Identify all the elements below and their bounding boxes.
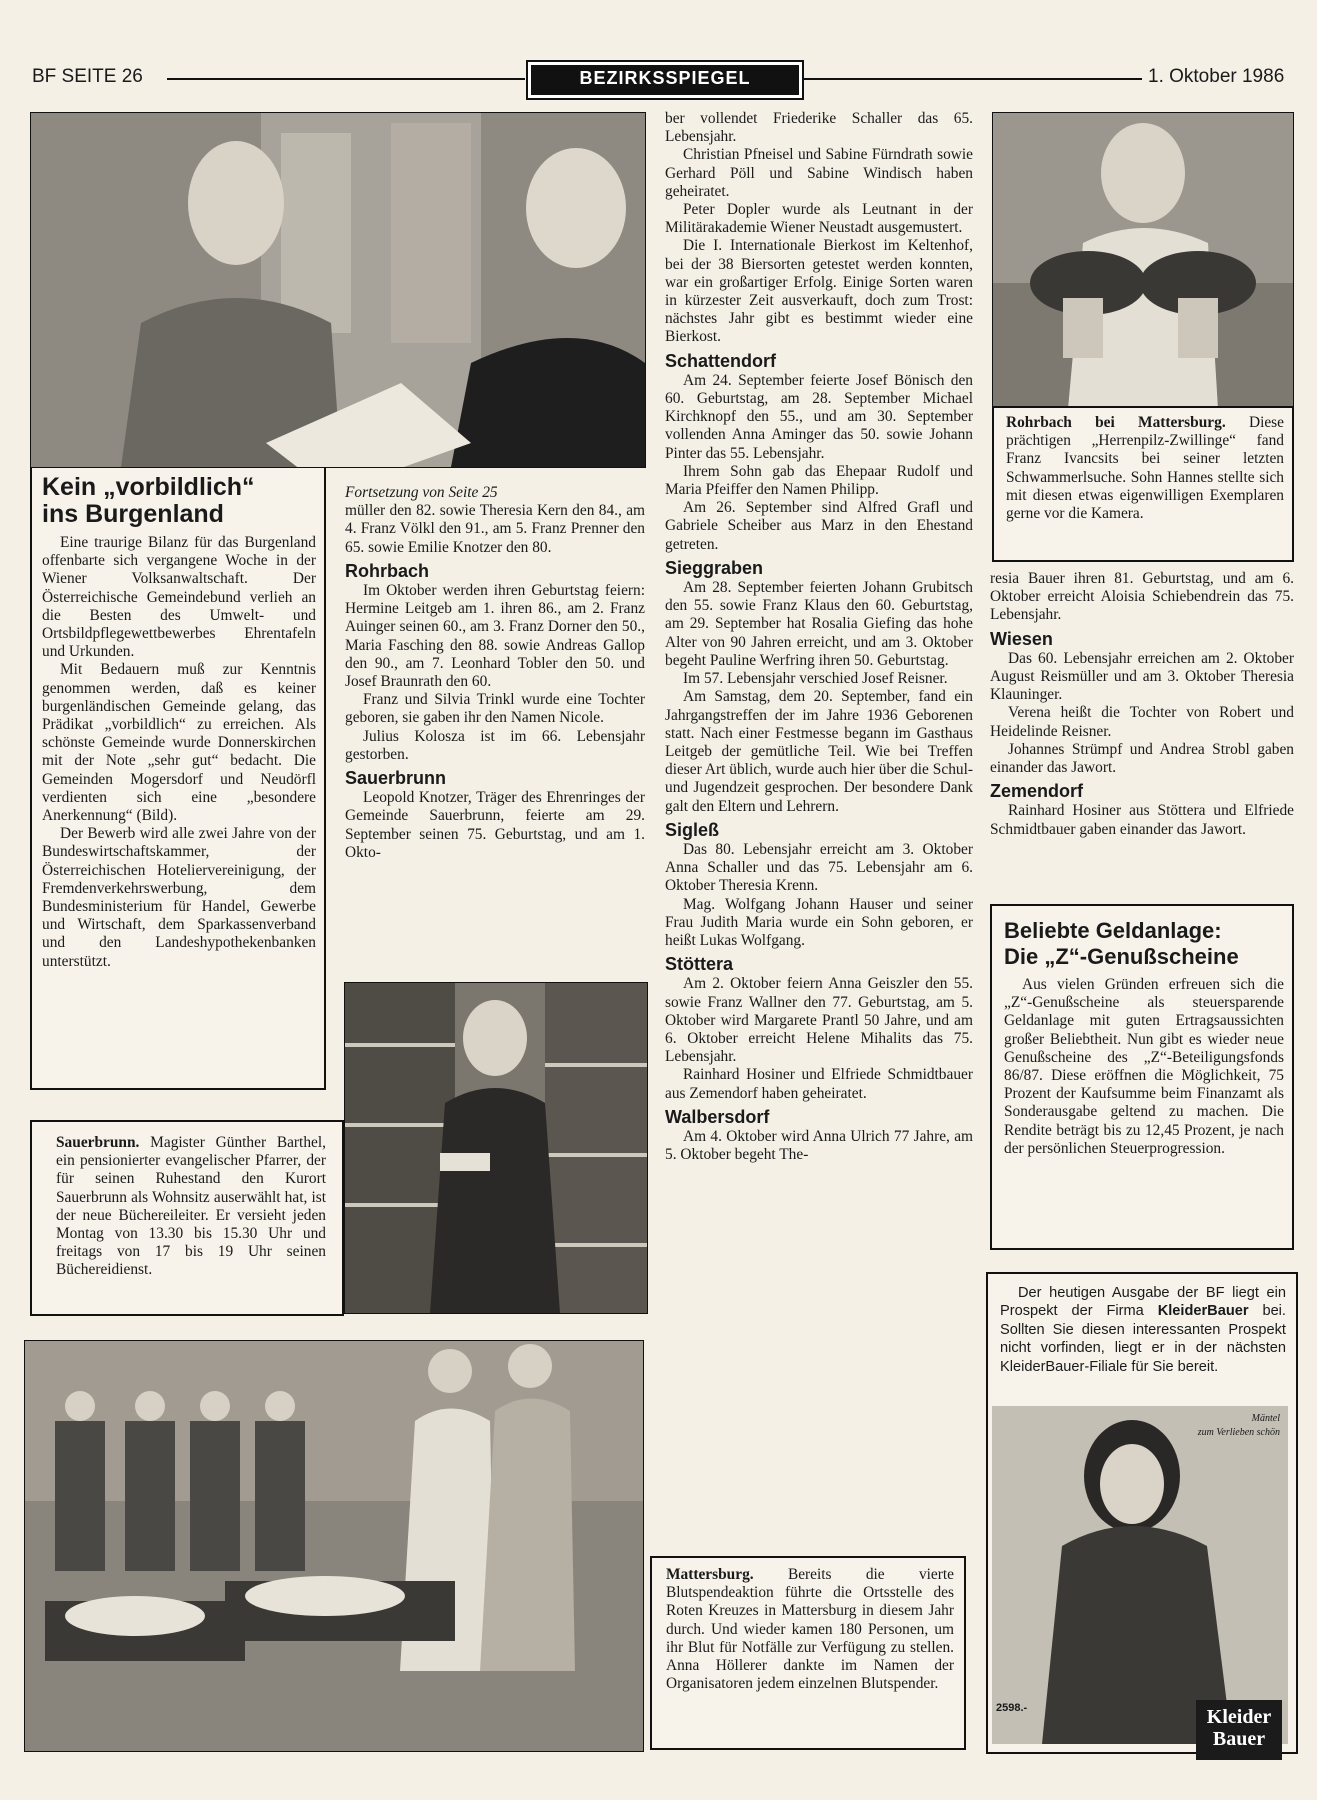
header-rule-right xyxy=(802,78,1142,80)
mattersburg-caption-box xyxy=(650,1556,966,1750)
col3-paragraph: Peter Dopler wurde als Leutnant in der Militärakademie Wiener Neustadt ausgemustert. xyxy=(665,201,973,237)
ad-illustration xyxy=(992,1406,1288,1744)
column-2 xyxy=(345,484,645,862)
header-rule-left xyxy=(167,78,525,80)
sigless-paragraph: Das 80. Lebensjahr erreicht am 3. Oktober Anna Schaller und das 75. Lebensjahr am 6. Oktober Theresia Krenn. xyxy=(665,840,973,895)
sieggraben-paragraph: Im 57. Lebensjahr verschied Josef Reisner. xyxy=(683,670,948,688)
col2-intro: müller den 82. sowie Theresia Kern den 84., am 4. Franz Völkl den 91., am 5. Franz Prenner den 65. sowie Emilie Knotzer den 80. xyxy=(345,502,645,556)
heading-rohrbach: Rohrbach xyxy=(345,560,430,581)
caption-text: Magister Günther Barthel, ein pensionierter evangelischer Pfarrer, der für seinen Ruhestand den Kurort Sauerbrunn als Wohnsitz auserwählt hat, ist der neue Büchereileiter. Er versieht jeden Montag von 13.30 bis 15.30 Uhr und freitags von 17 bis 19 Uhr seinen Büchereidienst. xyxy=(56,1134,326,1279)
caption-lead: Mattersburg. xyxy=(666,1566,754,1583)
geldanlage-box xyxy=(990,904,1294,1250)
logo-line-2: Bauer xyxy=(1212,1728,1266,1750)
page-number: BF SEITE 26 xyxy=(32,66,143,87)
prospekt-brand: KleiderBauer xyxy=(1157,1303,1249,1320)
rohrbach-paragraph: Im Oktober werden ihren Geburtstag feiern: Hermine Leitgeb am 1. ihren 86., am 2. Franz Auinger seinen 60., am 3. Franz Dorner den 50., Maria Fasching den 88. sowie Andreas Gallop den 90., am 7. Leonhard Tobler den 50. und Josef Braunrath den 60. xyxy=(345,582,645,691)
lead-paragraph: Der Bewerb wird alle zwei Jahre von der Bundeswirtschaftskammer, der Österreichischen Hoteliervereinigung, der Fremdenverkehrswerbung, dem Bundesministerium für Handel, Gewerbe und Wirtschaft, dem Sparkassenverband und den Landeshypothekenbanken unterstützt. xyxy=(42,825,316,970)
continued-note: Fortsetzung von Seite 25 xyxy=(345,484,498,501)
lead-article xyxy=(30,468,326,1090)
ad-image xyxy=(992,1406,1288,1744)
sigless-paragraph: Mag. Wolfgang Johann Hauser und seiner Frau Judith Maria wurde ein Sohn geboren, er heißt Lukas Wolfgang. xyxy=(665,895,973,949)
stoettera-paragraph: Rainhard Hosiner und Elfriede Schmidtbauer aus Zemendorf haben geheiratet. xyxy=(665,1066,973,1102)
ad-tag-2: zum Verlieben schön xyxy=(1197,1427,1280,1438)
heading-walbersdorf: Walbersdorf xyxy=(665,1106,770,1127)
lead-title-line-2: ins Burgenland xyxy=(42,500,224,528)
col3-paragraph: Die I. Internationale Bierkost im Keltenhof, bei der 38 Biersorten getestet werden konnten, war ein großartiger Erfolg. Einige Sorten waren in kürzester Zeit ausverkauft, doch zum Trost: nächstes Jahr gibt es bestimmt wieder eine Bierkost. xyxy=(665,237,973,346)
prospekt-text-2: bei. Sollten Sie diesen interessanten Prospekt nicht vorfinden, liegt er in der nächsten KleiderBauer-Filiale für Sie bereit. xyxy=(1000,1303,1286,1375)
geldanlage-title-line-2: Die „Z“-Genußscheine xyxy=(1004,944,1239,969)
logo-line-1: Kleider xyxy=(1206,1706,1272,1728)
zemendorf-paragraph: Rainhard Hosiner aus Stöttera und Elfriede Schmidtbauer gaben einander das Jawort. xyxy=(990,802,1294,838)
photo-mushrooms xyxy=(992,112,1294,410)
sieggraben-paragraph: Am Samstag, dem 20. September, fand ein Jahrgangstreffen der im Jahre 1936 Geborenen statt. Nach einer Festmesse begann im Gasthaus Leitgeb der gemütliche Teil. Wie bei Treffen dieser Art üblich, wurde auch hier über die Schul- und Jugendzeit gesprochen. Der besondere Dank galt den Eltern und Lehrern. xyxy=(665,688,973,815)
wiesen-paragraph: Johannes Strümpf und Andrea Strobl gaben einander das Jawort. xyxy=(990,740,1294,777)
heading-sieggraben: Sieggraben xyxy=(665,557,764,578)
section-title: BEZIRKSSPIEGEL xyxy=(531,65,799,95)
caption-lead: Sauerbrunn. xyxy=(56,1134,140,1151)
heading-wiesen: Wiesen xyxy=(990,628,1053,649)
heading-sauerbrunn: Sauerbrunn xyxy=(345,768,447,789)
geldanlage-title-line-1: Beliebte Geldanlage: xyxy=(1004,918,1222,943)
caption-text: Diese prächtigen „Herrenpilz-Zwillinge“ fand Franz Ivancsits bei seiner letzten Schwammerlsuche. Sohn Hannes stellte sich mit diesen etwas eigenwilligen Exemplaren gerne vor die Kamera. xyxy=(1006,414,1284,523)
schattendorf-paragraph: Ihrem Sohn gab das Ehepaar Rudolf und Maria Pfeiffer den Namen Philipp. xyxy=(665,462,973,499)
photo-library xyxy=(344,982,648,1314)
rohrbach-paragraph: Julius Kolosza ist im 66. Lebensjahr gestorben. xyxy=(345,727,645,763)
lead-paragraph: Eine traurige Bilanz für das Burgenland offenbarte sich vergangene Woche in der Wiener Volksanwaltschaft. Der Österreichische Gemeindebund verlieh an die Besten des Umwelt- und Ortsbildpflegewettbewerbes Ehrentafeln und Urkunden. xyxy=(42,534,316,661)
heading-schattendorf: Schattendorf xyxy=(665,350,777,371)
sieggraben-paragraph: Am 28. September feierten Johann Grubitsch den 55. sowie Franz Klaus den 60. Geburtstag, am 29. September hat Rosalia Giefing das hohe Alter von 90 Jahren erreicht, und am 3. Oktober begeht Pauline Werfring ihren 50. Geburtstag. xyxy=(665,579,973,669)
heading-sigless: Sigleß xyxy=(665,819,720,840)
col3-paragraph: ber vollendet Friederike Schaller das 65. Lebensjahr. xyxy=(665,110,973,146)
stoettera-paragraph: Am 2. Oktober feiern Anna Geiszler den 55. sowie Franz Wallner den 77. Geburtstag, am 5. Oktober wird Margarete Prantl 50 Jahre, und am 6. Oktober erreicht Helene Mihalits das 75. Lebensjahr. xyxy=(665,975,973,1066)
caption-lead: Rohrbach bei Mattersburg. xyxy=(1006,414,1226,431)
ad-tag-1: Mäntel xyxy=(1251,1413,1280,1424)
col3-paragraph: Christian Pfneisel und Sabine Fürndrath sowie Gerhard Pöll und Sabine Windisch haben geheiratet. xyxy=(665,146,973,200)
issue-date: 1. Oktober 1986 xyxy=(1148,66,1285,87)
heading-stoettera: Stöttera xyxy=(665,954,734,975)
geldanlage-text: Aus vielen Gründen erfreuen sich die „Z“-Genußscheine als steuersparende Geldanlage mit guten Ertragsaussichten großer Beliebtheit. Nun gibt es wieder neue Genußscheine des „Z“-Beteiligungsfonds 86/87. Diese eröffnen die Möglichkeit, 75 Prozent der Kaufsumme beim Finanzamt als Sonderausgabe geltend zu machen. Die Rendite beträgt bis zu 12,45 Prozent, je nach der persönlichen Steuerprogression. xyxy=(1004,976,1284,1157)
lead-paragraph: Mit Bedauern muß zur Kenntnis genommen werden, daß es keiner burgenländischen Gemeinde gelang, das Prädikat „vorbildlich“ zu erreichen. Als schönste Gemeinde wurde Donnerskirchen mit der Note „sehr gut“ bedacht. Die Gemeinden Mogersdorf und Neudörfl verdienten sich eine „besondere Anerkennung“ (Bild). xyxy=(42,661,316,825)
photo-blood-donation xyxy=(24,1340,644,1752)
wiesen-paragraph: Das 60. Lebensjahr erreichen am 2. Oktober August Reismüller und am 3. Oktober Theresia Klauninger. xyxy=(990,649,1294,704)
schattendorf-paragraph: Am 24. September feierte Josef Bönisch den 60. Geburtstag, am 28. September Michael Kirchknopf den 55., und am 30. September vollenden Anna Aminger das 50. sowie Johann Pinter das 55. Lebensjahr. xyxy=(665,371,973,462)
photo-award-handover xyxy=(30,112,646,468)
prospekt-box xyxy=(986,1272,1298,1754)
kleiderbauer-logo xyxy=(1196,1700,1282,1760)
col4-intro: resia Bauer ihren 81. Geburtstag, und am 6. Oktober erreicht Aloisia Schiebendrein das 75. Lebensjahr. xyxy=(990,570,1294,624)
sauerbrunn-caption-box xyxy=(30,1120,344,1316)
heading-zemendorf: Zemendorf xyxy=(990,781,1084,802)
ad-price: 2598.- xyxy=(996,1702,1028,1714)
rohrbach-caption-box xyxy=(992,406,1294,562)
ad-tagline xyxy=(1198,1412,1280,1440)
caption-text: Bereits die vierte Blutspendeaktion führte die Ortsstelle des Roten Kreuzes in Mattersburg in diesem Jahr durch. Und wieder kamen 180 Personen, um ihr Blut für Notfälle zur Verfügung zu stellen. Anna Höllerer dankte im Namen der Organisatoren jedem einzelnen Blutspender. xyxy=(666,1566,954,1693)
column-3 xyxy=(665,110,973,1164)
prospekt-text-1: Der heutigen Ausgabe der BF liegt ein Prospekt der Firma xyxy=(1000,1285,1286,1320)
sauerbrunn-paragraph: Leopold Knotzer, Träger des Ehrenringes der Gemeinde Sauerbrunn, feierte am 29. September seinen 75. Geburtstag, und am 1. Okto- xyxy=(345,789,645,861)
column-4 xyxy=(990,570,1294,839)
lead-title-line-1: Kein „vorbildlich“ xyxy=(42,473,255,501)
rohrbach-paragraph: Franz und Silvia Trinkl wurde eine Tochter geboren, sie gaben ihr den Namen Nicole. xyxy=(345,691,645,727)
wiesen-paragraph: Verena heißt die Tochter von Robert und Heidelinde Reisner. xyxy=(990,704,1294,740)
section-title-box xyxy=(526,60,804,100)
schattendorf-paragraph: Am 26. September sind Alfred Grafl und Gabriele Scheiber aus Marz in den Ehestand getreten. xyxy=(665,499,973,553)
walbersdorf-paragraph: Am 4. Oktober wird Anna Ulrich 77 Jahre, am 5. Oktober begeht The- xyxy=(665,1127,973,1164)
